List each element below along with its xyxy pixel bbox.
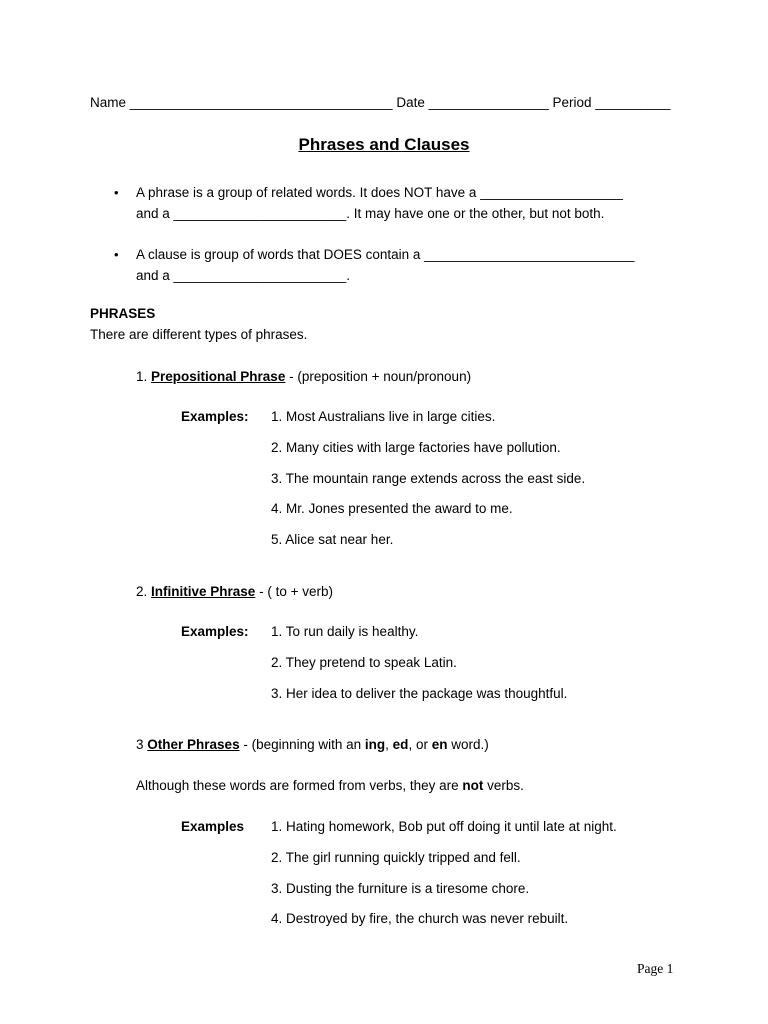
- keyword-ed: ed: [392, 737, 409, 752]
- section-description-end: word.): [447, 737, 489, 752]
- example-item: 2. The girl running quickly tripped and fell.: [271, 850, 521, 865]
- section-description: - (beginning with an: [239, 737, 365, 752]
- date-field[interactable]: ________________: [428, 95, 549, 110]
- bullet-marker: •: [114, 185, 119, 200]
- example-item: 3. The mountain range extends across the east side.: [271, 471, 586, 486]
- note-text: Although these words are formed from verbs, they are: [136, 778, 463, 793]
- clause-definition-line-2: and a _______________________.: [136, 268, 350, 283]
- examples-label: Examples:: [181, 624, 249, 639]
- example-item: 2. They pretend to speak Latin.: [271, 655, 457, 670]
- name-label: Name: [90, 95, 127, 110]
- section-number: 2.: [136, 584, 148, 599]
- example-item: 4. Mr. Jones presented the award to me.: [271, 501, 513, 516]
- section-description: - (preposition + noun/pronoun): [285, 369, 472, 384]
- note-text-end: verbs.: [483, 778, 524, 793]
- phrases-heading: PHRASES: [90, 306, 156, 321]
- keyword-ing: ing: [364, 737, 386, 752]
- section-name: Other Phrases: [147, 737, 240, 752]
- section-heading-prepositional: [136, 368, 471, 386]
- period-field[interactable]: __________: [595, 95, 671, 110]
- bullet-marker: •: [114, 247, 119, 262]
- period-label: Period: [552, 95, 592, 110]
- example-item: 3. Her idea to deliver the package was thoughtful.: [271, 686, 568, 701]
- example-item: 1. Most Australians live in large cities.: [271, 409, 496, 424]
- section-heading-infinitive: [136, 583, 333, 601]
- clause-definition-line-1: A clause is group of words that DOES contain a ____________________________: [136, 247, 635, 262]
- section-name: Infinitive Phrase: [151, 584, 256, 599]
- example-item: 3. Dusting the furniture is a tiresome chore.: [271, 881, 530, 896]
- note-keyword: not: [462, 778, 484, 793]
- phrases-intro: There are different types of phrases.: [90, 327, 308, 342]
- section-number: 3: [136, 737, 144, 752]
- page-number: Page 1: [637, 961, 674, 976]
- section-description: - ( to + verb): [255, 584, 333, 599]
- header-line: [90, 94, 670, 112]
- phrase-definition-line-2: and a _______________________. It may have one or the other, but not both.: [136, 206, 605, 221]
- example-item: 4. Destroyed by fire, the church was never rebuilt.: [271, 911, 569, 926]
- phrase-definition-line-1: A phrase is a group of related words. It does NOT have a ___________________: [136, 185, 623, 200]
- page-title: Phrases and Clauses: [298, 135, 470, 154]
- section-heading-other: [136, 736, 489, 754]
- example-item: 1. To run daily is healthy.: [271, 624, 419, 639]
- examples-label: Examples:: [181, 409, 249, 424]
- date-label: Date: [396, 95, 425, 110]
- example-item: 2. Many cities with large factories have pollution.: [271, 440, 561, 455]
- section-name: Prepositional Phrase: [151, 369, 286, 384]
- separator: ,: [385, 737, 393, 752]
- verb-note: [136, 777, 524, 795]
- example-item: 1. Hating homework, Bob put off doing it until late at night.: [271, 819, 617, 834]
- keyword-en: en: [431, 737, 448, 752]
- separator: , or: [408, 737, 432, 752]
- name-field[interactable]: ___________________________________: [129, 95, 393, 110]
- example-item: 5. Alice sat near her.: [271, 532, 394, 547]
- section-number: 1.: [136, 369, 148, 384]
- examples-label: Examples: [181, 819, 245, 834]
